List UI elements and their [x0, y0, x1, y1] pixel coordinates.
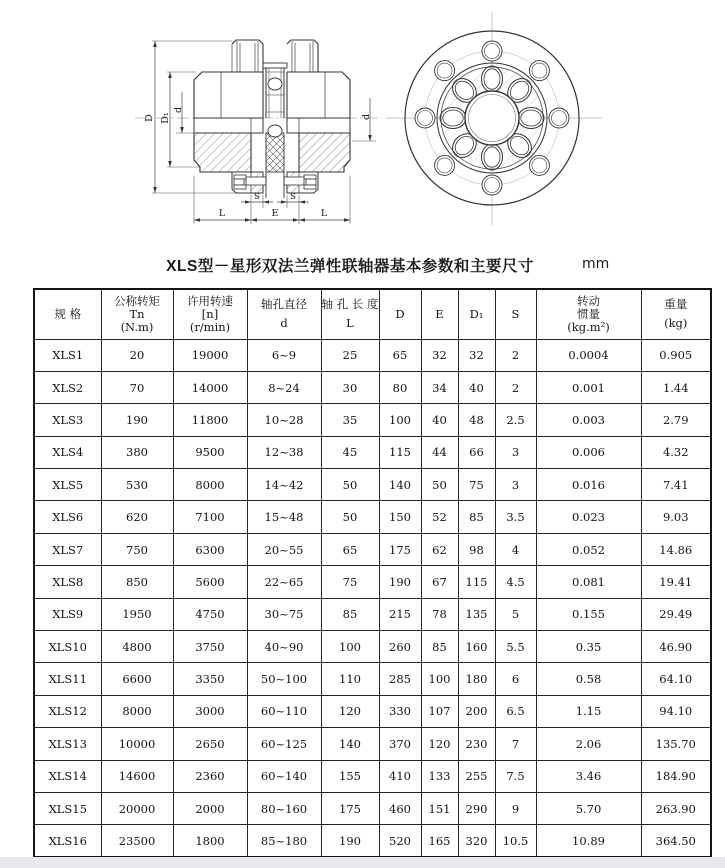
table-cell: 115	[379, 436, 421, 468]
center-bore	[465, 91, 519, 145]
table-cell: 140	[321, 728, 379, 760]
column-header-D1: D₁	[458, 289, 495, 339]
table-cell: 32	[458, 339, 495, 371]
table-cell: 40~90	[247, 631, 321, 663]
table-cell: 10000	[101, 728, 173, 760]
table-cell: 155	[321, 760, 379, 792]
table-cell: 23500	[101, 825, 173, 857]
table-cell: 14600	[101, 760, 173, 792]
table-cell: 5600	[173, 566, 247, 598]
table-cell: 30	[321, 371, 379, 403]
table-cell: 1950	[101, 598, 173, 630]
table-cell: 10.5	[495, 825, 536, 857]
table-cell: 190	[321, 825, 379, 857]
table-cell: 70	[101, 371, 173, 403]
table-cell: 520	[379, 825, 421, 857]
table-cell: 0.006	[536, 436, 641, 468]
table-cell: 60~110	[247, 695, 321, 727]
table-cell: 3	[495, 436, 536, 468]
table-cell: 2	[495, 339, 536, 371]
label-E: E	[271, 208, 279, 219]
page-bottom-strip	[0, 857, 725, 868]
table-cell: 3750	[173, 631, 247, 663]
label-L-right: L	[320, 208, 328, 219]
table-cell: 8000	[173, 469, 247, 501]
table-cell: 22~65	[247, 566, 321, 598]
table-cell: 75	[321, 566, 379, 598]
table-row	[34, 533, 711, 565]
table-cell: 330	[379, 695, 421, 727]
table-cell: 80~160	[247, 792, 321, 824]
table-cell: 2.06	[536, 728, 641, 760]
table-cell: 2650	[173, 728, 247, 760]
table-cell: 133	[421, 760, 458, 792]
table-cell: 6300	[173, 533, 247, 565]
table-cell: 100	[421, 663, 458, 695]
table-cell: 380	[101, 436, 173, 468]
table-row	[34, 792, 711, 824]
table-cell: 4800	[101, 631, 173, 663]
table-cell: 2.79	[641, 404, 711, 436]
header-row	[34, 289, 711, 339]
table-cell: 0.155	[536, 598, 641, 630]
table-cell: 190	[379, 566, 421, 598]
table-cell: 2	[495, 371, 536, 403]
table-row	[34, 566, 711, 598]
spec-cell: XLS9	[34, 598, 101, 630]
table-cell: 10~28	[247, 404, 321, 436]
table-cell: 14000	[173, 371, 247, 403]
spec-cell: XLS4	[34, 436, 101, 468]
table-cell: 165	[421, 825, 458, 857]
table-cell: 44	[421, 436, 458, 468]
table-cell: 3.5	[495, 501, 536, 533]
table-row	[34, 501, 711, 533]
table-cell: 94.10	[641, 695, 711, 727]
table-cell: 7.5	[495, 760, 536, 792]
table-cell: 1800	[173, 825, 247, 857]
table-cell: 3000	[173, 695, 247, 727]
table-cell: 3	[495, 469, 536, 501]
table-cell: 5	[495, 598, 536, 630]
spec-cell: XLS8	[34, 566, 101, 598]
table-cell: 150	[379, 501, 421, 533]
table-cell: 50	[321, 501, 379, 533]
table-row	[34, 469, 711, 501]
table-cell: 52	[421, 501, 458, 533]
label-d-right: d	[361, 113, 372, 121]
column-header-weight: 重量 (kg)	[641, 289, 711, 339]
table-row	[34, 663, 711, 695]
column-header-bore_len: 轴 孔 长 度 L	[321, 289, 379, 339]
table-cell: 6.5	[495, 695, 536, 727]
table-cell: 0.001	[536, 371, 641, 403]
table-cell: 1.15	[536, 695, 641, 727]
table-cell: 11800	[173, 404, 247, 436]
spec-table	[33, 288, 712, 858]
column-header-spec: 规 格	[34, 289, 101, 339]
table-cell: 160	[458, 631, 495, 663]
front-view	[386, 12, 602, 225]
column-header-S: S	[495, 289, 536, 339]
table-cell: 151	[421, 792, 458, 824]
table-cell: 48	[458, 404, 495, 436]
table-cell: 0.023	[536, 501, 641, 533]
table-cell: 40	[458, 371, 495, 403]
table-cell: 7100	[173, 501, 247, 533]
table-cell: 50	[321, 469, 379, 501]
table-cell: 35	[321, 404, 379, 436]
table-cell: 260	[379, 631, 421, 663]
table-cell: 0.905	[641, 339, 711, 371]
table-cell: 180	[458, 663, 495, 695]
table-cell: 0.016	[536, 469, 641, 501]
table-row	[34, 728, 711, 760]
table-cell: 8000	[101, 695, 173, 727]
table-cell: 65	[379, 339, 421, 371]
table-cell: 40	[421, 404, 458, 436]
table-row	[34, 339, 711, 371]
section-view	[135, 40, 382, 224]
table-cell: 85~180	[247, 825, 321, 857]
column-header-torque: 公称转矩 Tn (N.m)	[101, 289, 173, 339]
table-cell: 85	[321, 598, 379, 630]
table-cell: 85	[421, 631, 458, 663]
table-cell: 29.49	[641, 598, 711, 630]
table-row	[34, 436, 711, 468]
table-cell: 4	[495, 533, 536, 565]
table-cell: 0.081	[536, 566, 641, 598]
table-cell: 66	[458, 436, 495, 468]
table-cell: 2360	[173, 760, 247, 792]
table-cell: 175	[321, 792, 379, 824]
table-cell: 285	[379, 663, 421, 695]
table-cell: 5.70	[536, 792, 641, 824]
table-cell: 135	[458, 598, 495, 630]
table-cell: 290	[458, 792, 495, 824]
table-cell: 100	[379, 404, 421, 436]
table-cell: 530	[101, 469, 173, 501]
spec-cell: XLS14	[34, 760, 101, 792]
spec-cell: XLS13	[34, 728, 101, 760]
table-cell: 7	[495, 728, 536, 760]
table-cell: 78	[421, 598, 458, 630]
table-cell: 3350	[173, 663, 247, 695]
table-cell: 46.90	[641, 631, 711, 663]
table-cell: 50~100	[247, 663, 321, 695]
table-cell: 370	[379, 728, 421, 760]
table-cell: 0.35	[536, 631, 641, 663]
table-cell: 12~38	[247, 436, 321, 468]
table-cell: 3.46	[536, 760, 641, 792]
table-cell: 85	[458, 501, 495, 533]
table-cell: 20	[101, 339, 173, 371]
table-cell: 364.50	[641, 825, 711, 857]
table-cell: 19000	[173, 339, 247, 371]
table-cell: 4.5	[495, 566, 536, 598]
table-cell: 410	[379, 760, 421, 792]
table-cell: 67	[421, 566, 458, 598]
label-D: D	[144, 114, 155, 122]
table-cell: 14.86	[641, 533, 711, 565]
table-cell: 62	[421, 533, 458, 565]
table-cell: 140	[379, 469, 421, 501]
table-cell: 263.90	[641, 792, 711, 824]
table-cell: 115	[458, 566, 495, 598]
table-cell: 230	[458, 728, 495, 760]
table-cell: 30~75	[247, 598, 321, 630]
spec-cell: XLS16	[34, 825, 101, 857]
table-cell: 4750	[173, 598, 247, 630]
table-cell: 190	[101, 404, 173, 436]
table-cell: 50	[421, 469, 458, 501]
label-D1: D₁	[160, 112, 171, 124]
table-cell: 215	[379, 598, 421, 630]
label-L-left: L	[218, 208, 226, 219]
table-row	[34, 598, 711, 630]
title-row	[0, 254, 725, 278]
table-cell: 620	[101, 501, 173, 533]
table-cell: 80	[379, 371, 421, 403]
table-cell: 9.03	[641, 501, 711, 533]
spec-cell: XLS6	[34, 501, 101, 533]
table-cell: 1.44	[641, 371, 711, 403]
table-cell: 4.32	[641, 436, 711, 468]
column-header-speed: 许用转速 [n] (r/min)	[173, 289, 247, 339]
table-cell: 8~24	[247, 371, 321, 403]
spec-cell: XLS2	[34, 371, 101, 403]
spec-cell: XLS5	[34, 469, 101, 501]
table-row	[34, 825, 711, 857]
spec-cell: XLS11	[34, 663, 101, 695]
column-header-E: E	[421, 289, 458, 339]
table-cell: 100	[321, 631, 379, 663]
table-cell: 0.58	[536, 663, 641, 695]
page-title: XLS型－星形双法兰弹性联轴器基本参数和主要尺寸	[166, 258, 534, 275]
table-cell: 19.41	[641, 566, 711, 598]
table-cell: 320	[458, 825, 495, 857]
table-cell: 2.5	[495, 404, 536, 436]
table-cell: 14~42	[247, 469, 321, 501]
table-cell: 107	[421, 695, 458, 727]
table-cell: 120	[421, 728, 458, 760]
spec-cell: XLS15	[34, 792, 101, 824]
technical-drawing	[0, 0, 725, 245]
table-cell: 2000	[173, 792, 247, 824]
label-d-left: d	[173, 106, 184, 114]
table-cell: 6600	[101, 663, 173, 695]
label-S-left: S	[254, 192, 260, 202]
table-cell: 175	[379, 533, 421, 565]
table-cell: 32	[421, 339, 458, 371]
table-cell: 45	[321, 436, 379, 468]
table-row	[34, 404, 711, 436]
table-cell: 60~140	[247, 760, 321, 792]
table-cell: 64.10	[641, 663, 711, 695]
table-cell: 98	[458, 533, 495, 565]
spec-cell: XLS7	[34, 533, 101, 565]
table-cell: 0.052	[536, 533, 641, 565]
table-cell: 6~9	[247, 339, 321, 371]
dim-S	[241, 195, 309, 208]
table-cell: 7.41	[641, 469, 711, 501]
table-row	[34, 631, 711, 663]
table-header	[34, 289, 711, 339]
unit-label: mm	[582, 256, 610, 272]
table-cell: 60~125	[247, 728, 321, 760]
table-cell: 200	[458, 695, 495, 727]
label-S-right: S	[290, 192, 296, 202]
table-body	[34, 339, 711, 857]
table-cell: 135.70	[641, 728, 711, 760]
column-header-inertia: 转动 惯量 (kg.m²)	[536, 289, 641, 339]
table-cell: 20000	[101, 792, 173, 824]
table-cell: 0.003	[536, 404, 641, 436]
table-cell: 6	[495, 663, 536, 695]
table-row	[34, 760, 711, 792]
table-cell: 184.90	[641, 760, 711, 792]
table-cell: 5.5	[495, 631, 536, 663]
spec-cell: XLS1	[34, 339, 101, 371]
table-cell: 20~55	[247, 533, 321, 565]
table-cell: 34	[421, 371, 458, 403]
spec-cell: XLS10	[34, 631, 101, 663]
table-cell: 850	[101, 566, 173, 598]
table-row	[34, 371, 711, 403]
table-cell: 0.0004	[536, 339, 641, 371]
table-cell: 15~48	[247, 501, 321, 533]
table-cell: 75	[458, 469, 495, 501]
table-row	[34, 695, 711, 727]
table-cell: 9500	[173, 436, 247, 468]
spec-cell: XLS3	[34, 404, 101, 436]
table-cell: 65	[321, 533, 379, 565]
column-header-D: D	[379, 289, 421, 339]
table-cell: 25	[321, 339, 379, 371]
table-cell: 750	[101, 533, 173, 565]
table-cell: 460	[379, 792, 421, 824]
table-cell: 120	[321, 695, 379, 727]
table-cell: 110	[321, 663, 379, 695]
table-cell: 255	[458, 760, 495, 792]
table-cell: 10.89	[536, 825, 641, 857]
column-header-bore_dia: 轴孔直径 d	[247, 289, 321, 339]
table-cell: 9	[495, 792, 536, 824]
spec-cell: XLS12	[34, 695, 101, 727]
